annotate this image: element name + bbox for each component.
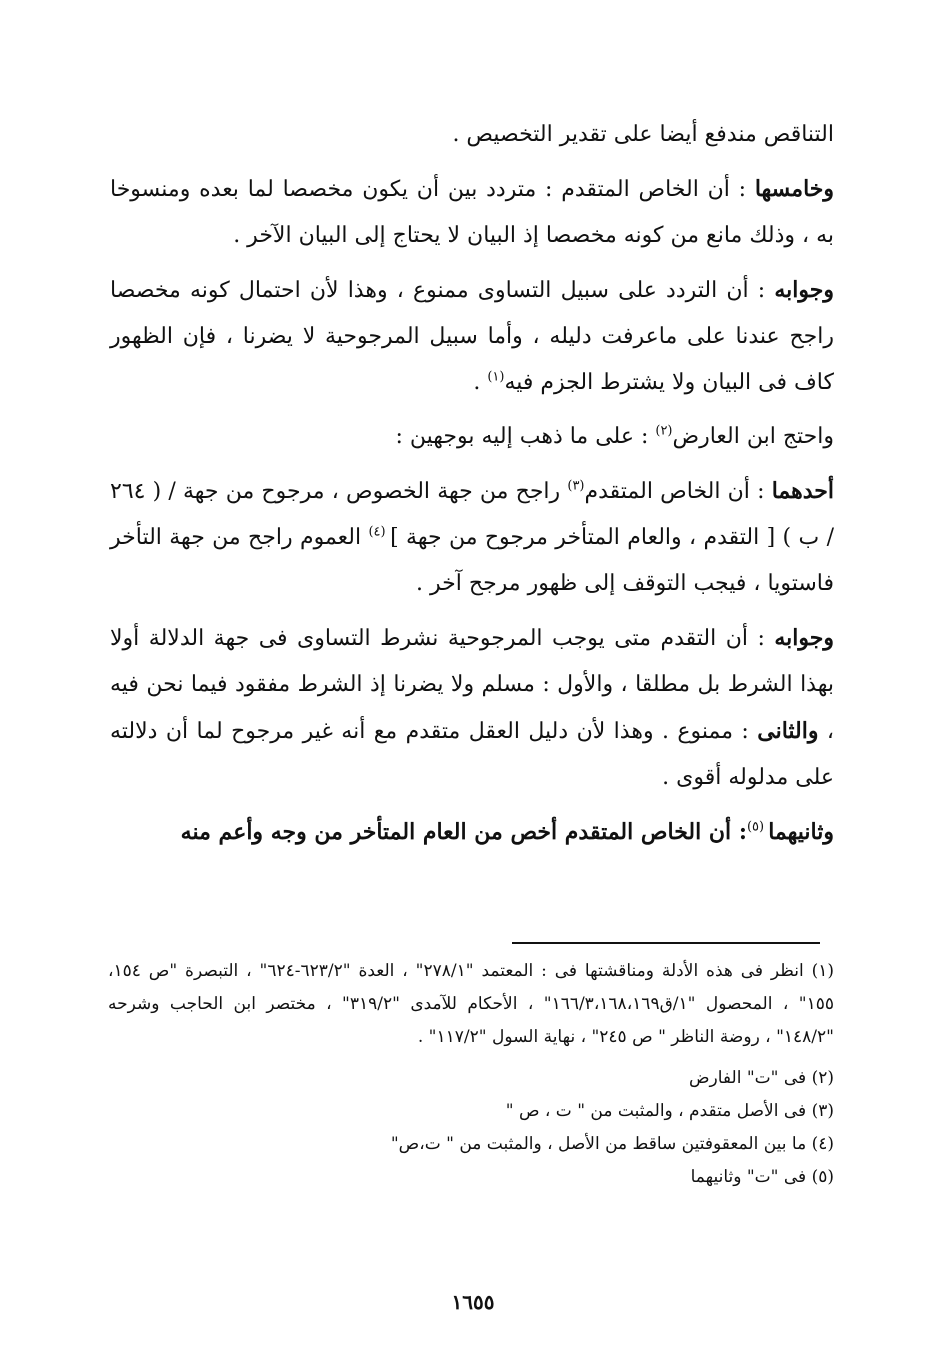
paragraph-5-text-c: العموم راجح من جهة التأخر فاستويا ، فيجب التوقف إلى ظهور مرجح آخر . bbox=[110, 525, 834, 596]
paragraph-6-text-a: : أن التقدم متى يوجب المرجوحية نشرط التساوى فى جهة الدلالة أولا بهذا الشرط بل مطلقا ، والأول : مسلم ولا يضرنا إذ الشرط مفقود فيما نحن فيه ، bbox=[110, 626, 834, 744]
footnote-1: (١) انظر فى هذه الأدلة ومناقشتها فى : المعتمد "٢٧٨/١" ، العدة "٦٢٣/٢-٦٢٤" ، التبصرة "ص ١٥٤، ١٥٥" ، المحصول "١/ق١٦٦/٣،١٦٨،١٦٩" ، الأحكام للآمدى "٣١٩/٢" ، مختصر ابن الحاجب وشرحه "١٤٨/٢" ، روضة الناظر " ص ٢٤٥" ، نهاية السول "١١٧/٢" . bbox=[108, 961, 834, 1047]
footnotes bbox=[108, 955, 834, 1194]
keyword-thanihuma: وثانيهما bbox=[768, 819, 834, 845]
keyword-khamisuha: وخامسها bbox=[754, 176, 834, 202]
paragraph-4-text-a: واحتج ابن العارض bbox=[672, 424, 834, 449]
keyword-ahaduhuma: أحدهما bbox=[771, 478, 834, 504]
keyword-althani: والثانى bbox=[757, 718, 819, 744]
paragraph-2 bbox=[110, 166, 834, 259]
footnote-ref-5: (٥) bbox=[746, 819, 769, 835]
footnote-ref-3: (٣) bbox=[567, 478, 585, 494]
footnote-5: (٥) فى "ت" وثانيهما bbox=[690, 1167, 834, 1187]
paragraph-5-text-b: راجح من جهة الخصوص ، مرجوح من جهة / ( ٢٦٤ / ب ) [ التقدم ، والعام المتأخر مرجوح من جهة ] bbox=[110, 479, 834, 550]
paragraph-6 bbox=[110, 615, 834, 801]
footnote-4: (٤) ما بين المعقوفتين ساقط من الأصل ، والمثبت من " ت،ص" bbox=[390, 1134, 834, 1154]
footnote-divider bbox=[512, 942, 820, 944]
main-text bbox=[110, 112, 834, 864]
paragraph-3-end: . bbox=[473, 370, 488, 395]
keyword-jawabuhu-1: وجوابه bbox=[774, 277, 834, 303]
paragraph-3 bbox=[110, 267, 834, 406]
paragraph-1-text: التناقص مندفع أيضا على تقدير التخصيص . bbox=[452, 122, 834, 147]
paragraph-3-text: : أن التردد على سبيل التساوى ممنوع ، وهذا لأن احتمال كونه مخصصا راجح عندنا على ماعرفت دليله ، وأما سبيل المرجوحية لا يضرنا ، فإن الظهور كاف فى البيان ولا يشترط الجزم فيه bbox=[110, 278, 834, 395]
footnote-ref-4: (٤) bbox=[368, 524, 391, 540]
paragraph-5 bbox=[110, 468, 834, 607]
paragraph-7-text: : أن الخاص المتقدم أخص من العام المتأخر من وجه وأعم منه bbox=[180, 819, 747, 845]
keyword-jawabuhu-2: وجوابه bbox=[774, 625, 834, 651]
footnote-ref-1: (١) bbox=[487, 369, 505, 385]
paragraph-6-text-b: : ممنوع . وهذا لأن دليل العقل متقدم مع أنه غير مرجوح لما أن دلالته على مدلوله أقوى . bbox=[110, 719, 834, 790]
paragraph-5-text-a: : أن الخاص المتقدم bbox=[584, 479, 772, 504]
page-number: ١٦٥٥ bbox=[451, 1290, 495, 1314]
paragraph-4-text-b: : على ما ذهب إليه بوجهين : bbox=[395, 424, 656, 449]
footnote-2: (٢) فى "ت" الفارض bbox=[688, 1068, 834, 1088]
footnote-3: (٣) فى الأصل متقدم ، والمثبت من " ت ، ص " bbox=[505, 1101, 834, 1121]
paragraph-1 bbox=[110, 112, 834, 158]
footnote-ref-2: (٢) bbox=[655, 423, 673, 439]
paragraph-2-text: : أن الخاص المتقدم : متردد بين أن يكون مخصصا لما بعده ومنسوخا به ، وذلك مانع من كونه مخصصا إذ البيان لا يحتاج إلى البيان الآخر . bbox=[110, 177, 834, 248]
paragraph-7 bbox=[110, 809, 834, 856]
paragraph-4 bbox=[110, 414, 834, 460]
